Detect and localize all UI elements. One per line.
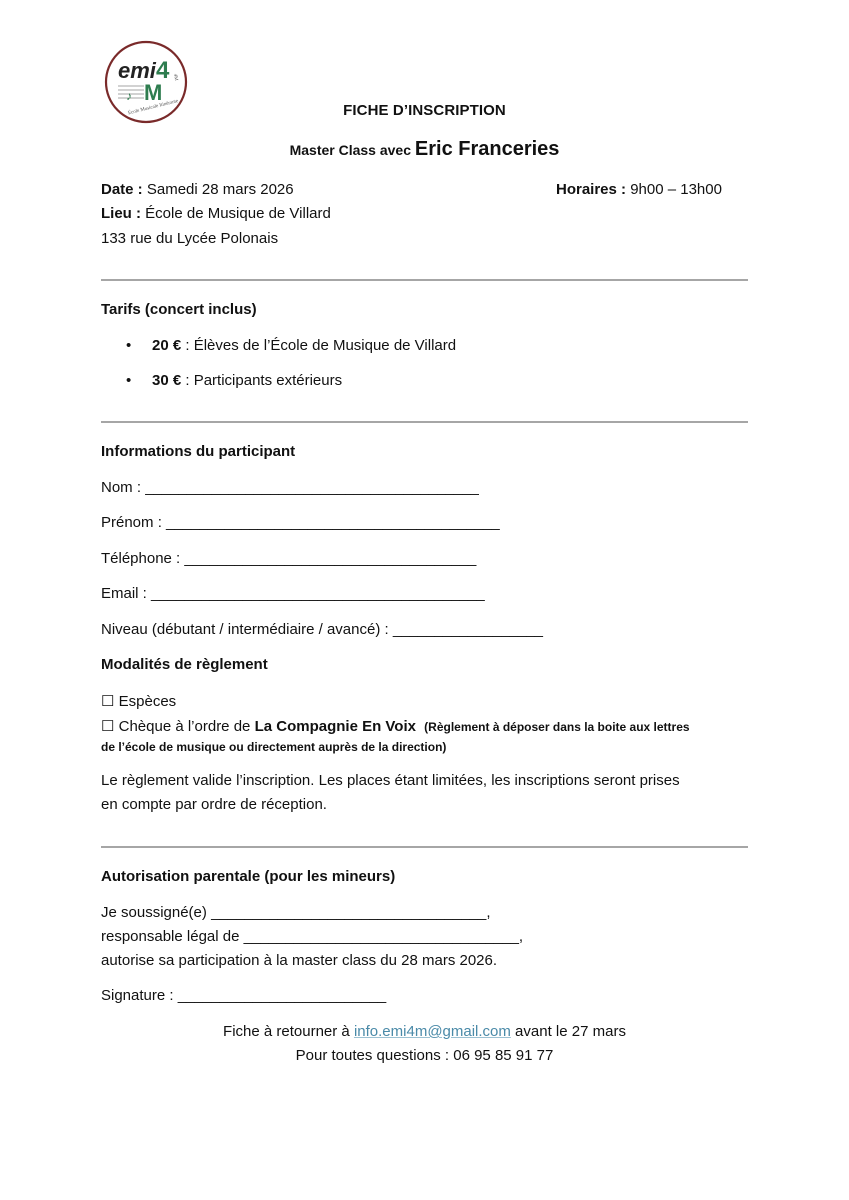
field-blank[interactable]: _________________________ — [177, 987, 387, 1004]
payment-option-cheque[interactable] — [101, 717, 690, 735]
field-blank[interactable]: ________________________________________ — [145, 479, 479, 496]
field-blank[interactable]: ___________________________________ — [184, 550, 477, 567]
field-signature[interactable] — [101, 987, 386, 1004]
place-label: Lieu : — [101, 205, 141, 222]
cheque-note-cont: de l’école de musique ou directement auprès de la direction) — [101, 740, 447, 754]
field-telephone[interactable] — [101, 550, 476, 567]
field-responsable[interactable] — [101, 928, 523, 945]
place-value: École de Musique de Villard — [145, 205, 331, 222]
field-blank[interactable]: __________________ — [392, 621, 543, 638]
event-hours — [556, 181, 722, 198]
field-label: Je soussigné(e) — [101, 904, 212, 921]
field-blank[interactable]: _________________________________, — [211, 904, 491, 921]
field-prenom[interactable] — [101, 514, 500, 531]
bullet-icon: • — [126, 337, 132, 354]
cheque-payee: La Compagnie En Voix — [254, 718, 416, 735]
field-blank[interactable]: ________________________________________ — [166, 514, 500, 531]
checkbox-icon[interactable]: ☐ — [101, 693, 115, 710]
hours-value: 9h00 – 13h00 — [630, 181, 722, 198]
svg-text:École Musicale Itinérante: École Musicale Itinérante — [127, 99, 179, 117]
field-label: Signature : — [101, 987, 178, 1004]
bullet-icon: • — [126, 372, 132, 389]
return-suffix: avant le 27 mars — [510, 1023, 626, 1040]
field-label: Email : — [101, 585, 152, 602]
subtitle-prefix: Master Class avec — [289, 142, 411, 158]
svg-text:♪: ♪ — [126, 89, 132, 103]
email-link[interactable]: info.emi4m@gmail.com — [353, 1023, 511, 1040]
contact-phone: Pour toutes questions : 06 95 85 91 77 — [295, 1047, 554, 1064]
payment-notice: Le règlement valide l’inscription. Les places étant limitées, les inscriptions seront prises — [101, 772, 680, 789]
tarif-item — [152, 337, 456, 354]
field-blank[interactable]: ________________________________________ — [151, 585, 485, 602]
field-label: responsable légal de — [101, 928, 244, 945]
tarif-price: 30 € — [152, 372, 182, 389]
tarif-desc: : Participants extérieurs — [181, 372, 343, 389]
return-prefix: Fiche à retourner à — [223, 1023, 354, 1040]
svg-text:M: M — [144, 80, 163, 105]
form-subtitle — [0, 138, 849, 161]
section-divider — [101, 846, 748, 848]
tarif-item — [152, 372, 342, 389]
field-label: Prénom : — [101, 514, 167, 531]
form-title: FICHE D’INSCRIPTION — [343, 102, 506, 119]
authorization-statement: autorise sa participation à la master class du 28 mars 2026. — [101, 952, 498, 969]
field-email[interactable] — [101, 585, 485, 602]
checkbox-icon[interactable]: ☐ — [101, 718, 115, 735]
parental-heading: Autorisation parentale (pour les mineurs) — [101, 868, 396, 885]
option-label: Chèque à l’ordre de — [118, 718, 255, 735]
event-date — [101, 181, 294, 198]
field-niveau[interactable] — [101, 621, 543, 638]
field-soussigne[interactable] — [101, 904, 491, 921]
payment-notice-cont: en compte par ordre de réception. — [101, 796, 327, 813]
section-divider — [101, 421, 748, 423]
event-address: 133 rue du Lycée Polonais — [101, 230, 279, 247]
artist-name: Eric Franceries — [414, 138, 560, 160]
svg-text:emi: emi — [118, 58, 156, 83]
event-place — [101, 205, 331, 222]
payment-option-cash[interactable] — [101, 692, 176, 710]
field-blank[interactable]: _________________________________, — [243, 928, 524, 945]
tarifs-heading: Tarifs (concert inclus) — [101, 301, 257, 318]
return-instructions — [0, 1023, 849, 1040]
field-label: Nom : — [101, 479, 146, 496]
field-nom[interactable] — [101, 479, 479, 496]
date-label: Date : — [101, 181, 143, 198]
participant-heading: Informations du participant — [101, 443, 296, 460]
date-value: Samedi 28 mars 2026 — [146, 181, 294, 198]
cheque-note: (Règlement à déposer dans la boite aux lettres — [424, 720, 690, 734]
tarif-desc: : Élèves de l’École de Musique de Villard — [181, 337, 457, 354]
field-label: Niveau (débutant / intermédiaire / avancé) : — [101, 621, 393, 638]
tarif-price: 20 € — [152, 337, 182, 354]
option-label: Espèces — [118, 693, 177, 710]
field-label: Téléphone : — [101, 550, 185, 567]
svg-text:4: 4 — [156, 57, 170, 84]
section-divider — [101, 279, 748, 281]
payment-heading: Modalités de règlement — [101, 656, 268, 673]
svg-text:4M: 4M — [172, 73, 179, 82]
hours-label: Horaires : — [556, 181, 627, 198]
